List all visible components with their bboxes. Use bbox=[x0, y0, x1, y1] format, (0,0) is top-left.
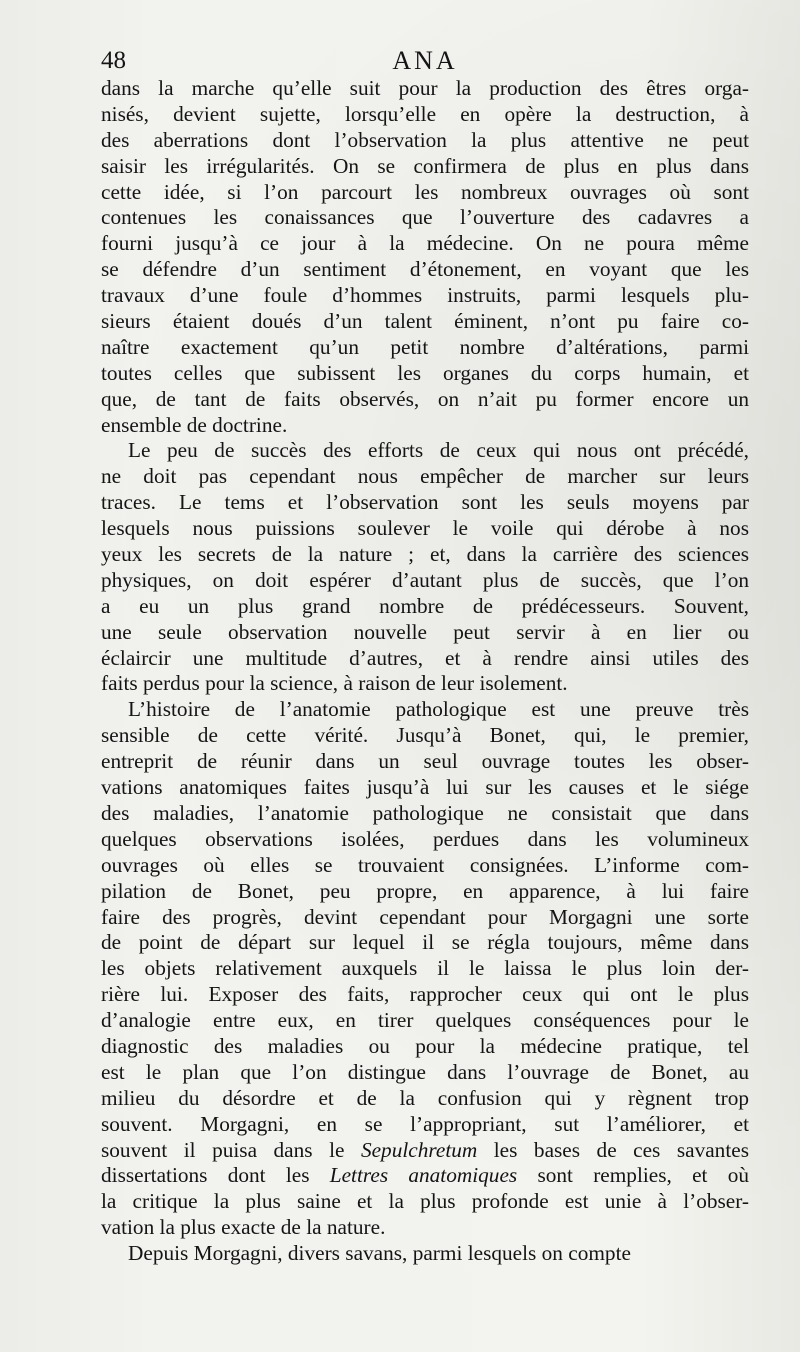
text-line: nisés, devient sujette, lorsqu’elle en opère la destruction, à bbox=[101, 101, 749, 126]
text-line: pilation de Bonet, peu propre, en apparence, à lui faire bbox=[101, 878, 749, 903]
text-line: diagnostic des maladies ou pour la médecine pratique, tel bbox=[101, 1033, 749, 1058]
text-line: a eu un plus grand nombre de prédécesseurs. Souvent, bbox=[101, 593, 749, 618]
text-line: se défendre d’un sentiment d’étonement, en voyant que les bbox=[101, 257, 749, 282]
text-line: est le plan que l’on distingue dans l’ouvrage de Bonet, au bbox=[101, 1059, 749, 1084]
text-line: éclaircir une multitude d’autres, et à rendre ainsi utiles des bbox=[101, 645, 749, 670]
text-line: une seule observation nouvelle peut servir à en lier ou bbox=[101, 619, 749, 644]
text-line: dissertations dont les Lettres anatomiques sont remplies, et où bbox=[101, 1163, 750, 1188]
text-line: ensemble de doctrine. bbox=[101, 412, 288, 437]
page-header bbox=[101, 46, 749, 80]
text-line: Depuis Morgagni, divers savans, parmi lesquels on compte bbox=[128, 1241, 631, 1266]
text-line: des aberrations dont l’observation la plus attentive ne peut bbox=[101, 127, 749, 152]
text-line: entreprit de réunir dans un seul ouvrage toutes les obser- bbox=[101, 749, 749, 774]
text-line: traces. Le tems et l’observation sont les seuls moyens par bbox=[101, 490, 749, 515]
text-line: des maladies, l’anatomie pathologique ne consistait que dans bbox=[101, 800, 749, 825]
paragraph bbox=[101, 438, 749, 697]
text-line: yeux les secrets de la nature ; et, dans la carrière des sciences bbox=[101, 542, 749, 567]
text-line: rière lui. Exposer des faits, rapprocher ceux qui ont le plus bbox=[101, 982, 749, 1007]
text-line: de point de départ sur lequel il se régla toujours, même dans bbox=[101, 930, 749, 955]
text-line: naître exactement qu’un petit nombre d’altérations, parmi bbox=[101, 334, 749, 359]
page-number: 48 bbox=[101, 47, 126, 74]
body-text bbox=[101, 76, 749, 1267]
text-line: vations anatomiques faites jusqu’à lui sur les causes et le siége bbox=[101, 775, 749, 800]
text-line: toutes celles que subissent les organes du corps humain, et bbox=[101, 360, 749, 385]
text-line: contenues les conaissances que l’ouverture des cadavres a bbox=[101, 205, 749, 230]
text-line: d’analogie entre eux, en tirer quelques conséquences pour le bbox=[101, 1008, 749, 1033]
text-line: sensible de cette vérité. Jusqu’à Bonet, qui, le premier, bbox=[101, 723, 749, 748]
text-line: dans la marche qu’elle suit pour la production des êtres orga- bbox=[101, 76, 749, 100]
text-line: vation la plus exacte de la nature. bbox=[101, 1215, 386, 1240]
text-line: lesquels nous puissions soulever le voile qui dérobe à nos bbox=[101, 516, 749, 541]
text-line: ouvrages où elles se trouvaient consignées. L’informe com- bbox=[101, 852, 749, 877]
text-line: physiques, on doit espérer d’autant plus de succès, que l’on bbox=[101, 567, 749, 592]
paragraph bbox=[101, 76, 749, 438]
text-line: milieu du désordre et de la confusion qui y règnent trop bbox=[101, 1085, 749, 1110]
text-line: quelques observations isolées, perdues dans les volumineux bbox=[101, 826, 749, 851]
paragraph bbox=[101, 697, 749, 1241]
text-line: sieurs étaient doués d’un talent éminent, n’ont pu faire co- bbox=[101, 309, 749, 334]
text-line: travaux d’une foule d’hommes instruits, parmi lesquels plu- bbox=[101, 283, 749, 308]
text-line: cette idée, si l’on parcourt les nombreux ouvrages où sont bbox=[101, 179, 749, 204]
text-line: souvent il puisa dans le Sepulchretum les bases de ces savantes bbox=[101, 1137, 749, 1162]
paragraph bbox=[101, 1241, 749, 1267]
text-line: fourni jusqu’à ce jour à la médecine. On ne poura même bbox=[101, 231, 749, 256]
text-line: faits perdus pour la science, à raison de leur isolement. bbox=[101, 671, 568, 696]
running-head: ANA bbox=[392, 46, 458, 75]
text-line: Le peu de succès des efforts de ceux qui nous ont précédé, bbox=[128, 438, 749, 463]
text-line: la critique la plus saine et la plus profonde est unie à l’obser- bbox=[101, 1189, 749, 1214]
text-line: L’histoire de l’anatomie pathologique est une preuve très bbox=[128, 697, 749, 722]
text-line: les objets relativement auxquels il le laissa le plus loin der- bbox=[101, 956, 749, 981]
text-line: souvent. Morgagni, en se l’appropriant, sut l’améliorer, et bbox=[101, 1111, 749, 1136]
text-line: saisir les irrégularités. On se confirmera de plus en plus dans bbox=[101, 153, 749, 178]
text-line: faire des progrès, devint cependant pour Morgagni une sorte bbox=[101, 904, 749, 929]
text-line: que, de tant de faits observés, on n’ait pu former encore un bbox=[101, 386, 749, 411]
text-line: ne doit pas cependant nous empêcher de marcher sur leurs bbox=[101, 464, 749, 489]
